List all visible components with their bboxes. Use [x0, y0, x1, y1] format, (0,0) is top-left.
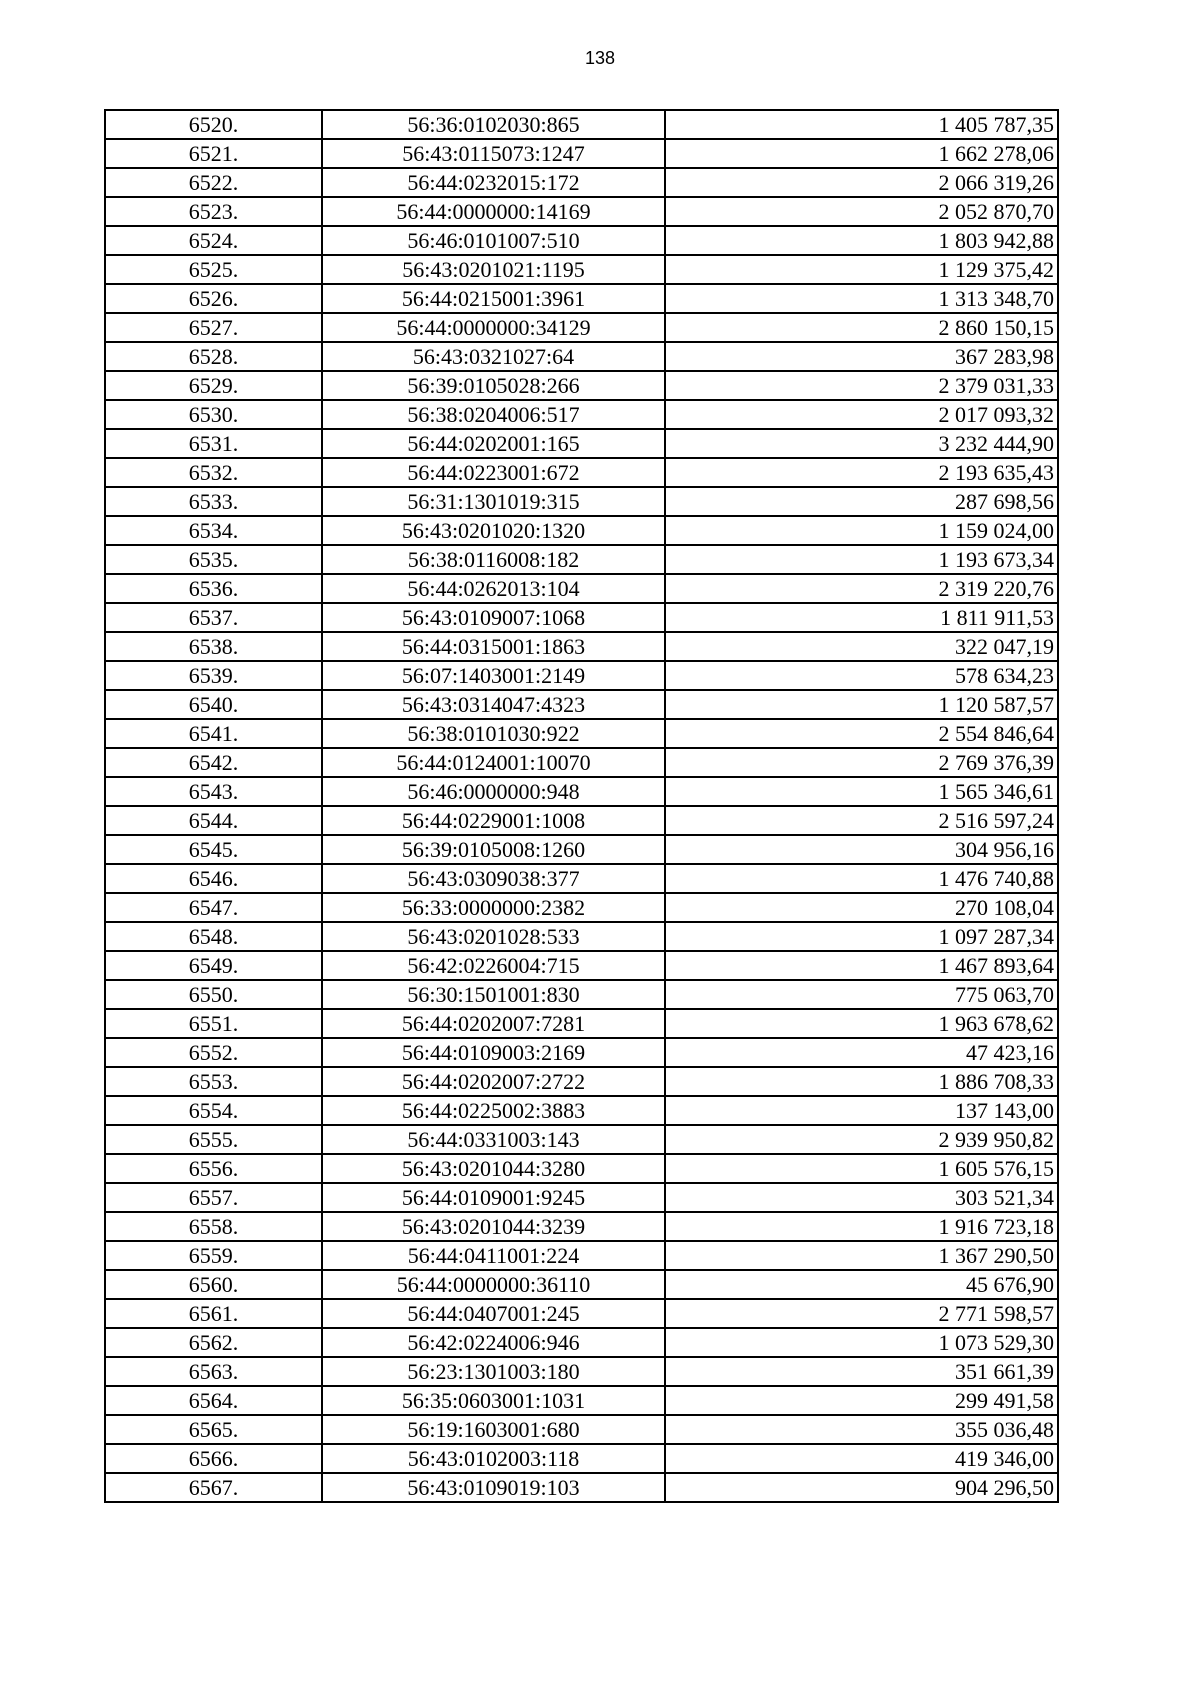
cadastral-number-cell: 56:43:0201044:3280 — [322, 1154, 665, 1183]
cadastral-number-cell: 56:42:0224006:946 — [322, 1328, 665, 1357]
table-row — [105, 1270, 1058, 1299]
cadastral-number-cell: 56:44:0215001:3961 — [322, 284, 665, 313]
row-number-cell: 6540. — [105, 690, 322, 719]
cadastral-value-cell: 270 108,04 — [665, 893, 1058, 922]
cadastral-number-cell: 56:39:0105008:1260 — [322, 835, 665, 864]
cadastral-value-cell: 1 565 346,61 — [665, 777, 1058, 806]
cadastral-number-cell: 56:44:0202007:2722 — [322, 1067, 665, 1096]
cadastral-number-cell: 56:44:0000000:34129 — [322, 313, 665, 342]
table-row — [105, 110, 1058, 139]
cadastral-value-cell: 419 346,00 — [665, 1444, 1058, 1473]
table-row — [105, 922, 1058, 951]
table-row — [105, 719, 1058, 748]
cadastral-number-cell: 56:43:0102003:118 — [322, 1444, 665, 1473]
row-number-cell: 6523. — [105, 197, 322, 226]
table-row — [105, 777, 1058, 806]
cadastral-number-cell: 56:07:1403001:2149 — [322, 661, 665, 690]
table-row — [105, 1415, 1058, 1444]
cadastral-number-cell: 56:43:0201028:533 — [322, 922, 665, 951]
cadastral-number-cell: 56:38:0116008:182 — [322, 545, 665, 574]
cadastral-number-cell: 56:46:0000000:948 — [322, 777, 665, 806]
table-row — [105, 1096, 1058, 1125]
cadastral-value-cell: 2 939 950,82 — [665, 1125, 1058, 1154]
row-number-cell: 6537. — [105, 603, 322, 632]
cadastral-number-cell: 56:36:0102030:865 — [322, 110, 665, 139]
cadastral-number-cell: 56:44:0223001:672 — [322, 458, 665, 487]
row-number-cell: 6549. — [105, 951, 322, 980]
row-number-cell: 6529. — [105, 371, 322, 400]
cadastral-value-cell: 299 491,58 — [665, 1386, 1058, 1415]
cadastral-number-cell: 56:33:0000000:2382 — [322, 893, 665, 922]
cadastral-value-cell: 1 605 576,15 — [665, 1154, 1058, 1183]
row-number-cell: 6531. — [105, 429, 322, 458]
cadastral-number-cell: 56:43:0321027:64 — [322, 342, 665, 371]
table-row — [105, 1038, 1058, 1067]
table-row — [105, 1067, 1058, 1096]
cadastral-value-cell: 2 066 319,26 — [665, 168, 1058, 197]
table-row — [105, 574, 1058, 603]
table-row — [105, 603, 1058, 632]
row-number-cell: 6563. — [105, 1357, 322, 1386]
row-number-cell: 6546. — [105, 864, 322, 893]
table-row — [105, 1241, 1058, 1270]
row-number-cell: 6552. — [105, 1038, 322, 1067]
cadastral-number-cell: 56:44:0202007:7281 — [322, 1009, 665, 1038]
row-number-cell: 6538. — [105, 632, 322, 661]
cadastral-value-cell: 1 367 290,50 — [665, 1241, 1058, 1270]
cadastral-number-cell: 56:44:0202001:165 — [322, 429, 665, 458]
page-number: 138 — [584, 48, 616, 68]
row-number-cell: 6558. — [105, 1212, 322, 1241]
cadastral-number-cell: 56:38:0101030:922 — [322, 719, 665, 748]
row-number-cell: 6559. — [105, 1241, 322, 1270]
table-row — [105, 951, 1058, 980]
cadastral-number-cell: 56:43:0109019:103 — [322, 1473, 665, 1502]
row-number-cell: 6565. — [105, 1415, 322, 1444]
cadastral-number-cell: 56:43:0201020:1320 — [322, 516, 665, 545]
row-number-cell: 6527. — [105, 313, 322, 342]
cadastral-value-cell: 1 313 348,70 — [665, 284, 1058, 313]
row-number-cell: 6564. — [105, 1386, 322, 1415]
cadastral-number-cell: 56:42:0226004:715 — [322, 951, 665, 980]
table-row — [105, 139, 1058, 168]
table-row — [105, 342, 1058, 371]
table-row — [105, 458, 1058, 487]
cadastral-value-cell: 137 143,00 — [665, 1096, 1058, 1125]
table-row — [105, 864, 1058, 893]
cadastral-number-cell: 56:44:0407001:245 — [322, 1299, 665, 1328]
row-number-cell: 6560. — [105, 1270, 322, 1299]
cadastral-value-cell: 367 283,98 — [665, 342, 1058, 371]
row-number-cell: 6556. — [105, 1154, 322, 1183]
cadastral-number-cell: 56:43:0201044:3239 — [322, 1212, 665, 1241]
cadastral-value-cell: 1 662 278,06 — [665, 139, 1058, 168]
cadastral-value-cell: 1 886 708,33 — [665, 1067, 1058, 1096]
cadastral-value-cell: 355 036,48 — [665, 1415, 1058, 1444]
cadastral-value-cell: 1 120 587,57 — [665, 690, 1058, 719]
row-number-cell: 6557. — [105, 1183, 322, 1212]
cadastral-number-cell: 56:39:0105028:266 — [322, 371, 665, 400]
cadastral-number-cell: 56:44:0225002:3883 — [322, 1096, 665, 1125]
table-row — [105, 545, 1058, 574]
table-row — [105, 661, 1058, 690]
cadastral-number-cell: 56:44:0229001:1008 — [322, 806, 665, 835]
row-number-cell: 6534. — [105, 516, 322, 545]
table-row — [105, 1357, 1058, 1386]
cadastral-value-cell: 1 467 893,64 — [665, 951, 1058, 980]
cadastral-value-cell: 2 193 635,43 — [665, 458, 1058, 487]
cadastral-value-cell: 2 860 150,15 — [665, 313, 1058, 342]
table-row — [105, 1473, 1058, 1502]
row-number-cell: 6561. — [105, 1299, 322, 1328]
cadastral-value-cell: 2 017 093,32 — [665, 400, 1058, 429]
cadastral-value-cell: 304 956,16 — [665, 835, 1058, 864]
row-number-cell: 6521. — [105, 139, 322, 168]
cadastral-value-cell: 303 521,34 — [665, 1183, 1058, 1212]
cadastral-number-cell: 56:31:1301019:315 — [322, 487, 665, 516]
cadastral-number-cell: 56:43:0109007:1068 — [322, 603, 665, 632]
cadastral-number-cell: 56:44:0315001:1863 — [322, 632, 665, 661]
cadastral-number-cell: 56:38:0204006:517 — [322, 400, 665, 429]
cadastral-value-cell: 1 963 678,62 — [665, 1009, 1058, 1038]
row-number-cell: 6566. — [105, 1444, 322, 1473]
row-number-cell: 6562. — [105, 1328, 322, 1357]
cadastral-number-cell: 56:44:0331003:143 — [322, 1125, 665, 1154]
table-row — [105, 255, 1058, 284]
table-row — [105, 429, 1058, 458]
cadastral-value-cell: 2 771 598,57 — [665, 1299, 1058, 1328]
cadastral-value-cell: 1 405 787,35 — [665, 110, 1058, 139]
cadastral-number-cell: 56:44:0109001:9245 — [322, 1183, 665, 1212]
row-number-cell: 6554. — [105, 1096, 322, 1125]
table-row — [105, 690, 1058, 719]
table-row — [105, 197, 1058, 226]
cadastral-value-cell: 287 698,56 — [665, 487, 1058, 516]
row-number-cell: 6524. — [105, 226, 322, 255]
row-number-cell: 6539. — [105, 661, 322, 690]
cadastral-number-cell: 56:44:0000000:14169 — [322, 197, 665, 226]
table-row — [105, 516, 1058, 545]
table-row — [105, 1212, 1058, 1241]
table-row — [105, 487, 1058, 516]
row-number-cell: 6533. — [105, 487, 322, 516]
row-number-cell: 6541. — [105, 719, 322, 748]
row-number-cell: 6525. — [105, 255, 322, 284]
table-row — [105, 1125, 1058, 1154]
cadastral-number-cell: 56:30:1501001:830 — [322, 980, 665, 1009]
cadastral-number-cell: 56:44:0232015:172 — [322, 168, 665, 197]
row-number-cell: 6528. — [105, 342, 322, 371]
cadastral-number-cell: 56:43:0309038:377 — [322, 864, 665, 893]
table-row — [105, 1154, 1058, 1183]
row-number-cell: 6545. — [105, 835, 322, 864]
row-number-cell: 6548. — [105, 922, 322, 951]
table-row — [105, 313, 1058, 342]
table-row — [105, 400, 1058, 429]
table-body — [105, 110, 1058, 1502]
cadastral-number-cell: 56:44:0000000:36110 — [322, 1270, 665, 1299]
cadastral-number-cell: 56:44:0109003:2169 — [322, 1038, 665, 1067]
cadastral-value-cell: 904 296,50 — [665, 1473, 1058, 1502]
cadastral-value-cell: 322 047,19 — [665, 632, 1058, 661]
table-row — [105, 980, 1058, 1009]
cadastral-number-cell: 56:23:1301003:180 — [322, 1357, 665, 1386]
cadastral-number-cell: 56:19:1603001:680 — [322, 1415, 665, 1444]
cadastral-value-cell: 1 811 911,53 — [665, 603, 1058, 632]
cadastral-number-cell: 56:43:0314047:4323 — [322, 690, 665, 719]
table-row — [105, 226, 1058, 255]
row-number-cell: 6520. — [105, 110, 322, 139]
cadastral-value-cell: 1 129 375,42 — [665, 255, 1058, 284]
cadastral-number-cell: 56:35:0603001:1031 — [322, 1386, 665, 1415]
table-row — [105, 748, 1058, 777]
row-number-cell: 6544. — [105, 806, 322, 835]
table-row — [105, 284, 1058, 313]
cadastral-number-cell: 56:43:0201021:1195 — [322, 255, 665, 284]
cadastral-value-cell: 1 803 942,88 — [665, 226, 1058, 255]
row-number-cell: 6551. — [105, 1009, 322, 1038]
cadastral-value-cell: 351 661,39 — [665, 1357, 1058, 1386]
table-row — [105, 1386, 1058, 1415]
row-number-cell: 6553. — [105, 1067, 322, 1096]
cadastral-value-cell: 2 769 376,39 — [665, 748, 1058, 777]
row-number-cell: 6567. — [105, 1473, 322, 1502]
table-row — [105, 632, 1058, 661]
cadastral-value-table — [104, 109, 1059, 1503]
cadastral-value-cell: 1 476 740,88 — [665, 864, 1058, 893]
row-number-cell: 6536. — [105, 574, 322, 603]
table-row — [105, 806, 1058, 835]
cadastral-value-cell: 2 379 031,33 — [665, 371, 1058, 400]
row-number-cell: 6547. — [105, 893, 322, 922]
row-number-cell: 6535. — [105, 545, 322, 574]
cadastral-number-cell: 56:44:0262013:104 — [322, 574, 665, 603]
cadastral-value-cell: 1 159 024,00 — [665, 516, 1058, 545]
cadastral-value-cell: 2 319 220,76 — [665, 574, 1058, 603]
cadastral-value-cell: 775 063,70 — [665, 980, 1058, 1009]
cadastral-value-cell: 578 634,23 — [665, 661, 1058, 690]
cadastral-value-cell: 47 423,16 — [665, 1038, 1058, 1067]
cadastral-value-cell: 1 097 287,34 — [665, 922, 1058, 951]
table-row — [105, 1299, 1058, 1328]
table-row — [105, 893, 1058, 922]
cadastral-number-cell: 56:44:0124001:10070 — [322, 748, 665, 777]
row-number-cell: 6530. — [105, 400, 322, 429]
row-number-cell: 6522. — [105, 168, 322, 197]
row-number-cell: 6543. — [105, 777, 322, 806]
cadastral-number-cell: 56:44:0411001:224 — [322, 1241, 665, 1270]
row-number-cell: 6542. — [105, 748, 322, 777]
table-row — [105, 1328, 1058, 1357]
cadastral-value-cell: 1 916 723,18 — [665, 1212, 1058, 1241]
table-row — [105, 835, 1058, 864]
cadastral-value-cell: 2 554 846,64 — [665, 719, 1058, 748]
cadastral-number-cell: 56:46:0101007:510 — [322, 226, 665, 255]
cadastral-value-cell: 2 052 870,70 — [665, 197, 1058, 226]
table-row — [105, 1444, 1058, 1473]
cadastral-value-cell: 3 232 444,90 — [665, 429, 1058, 458]
cadastral-number-cell: 56:43:0115073:1247 — [322, 139, 665, 168]
cadastral-value-cell: 1 193 673,34 — [665, 545, 1058, 574]
row-number-cell: 6555. — [105, 1125, 322, 1154]
table-row — [105, 1009, 1058, 1038]
cadastral-value-cell: 45 676,90 — [665, 1270, 1058, 1299]
table-row — [105, 371, 1058, 400]
cadastral-value-cell: 1 073 529,30 — [665, 1328, 1058, 1357]
row-number-cell: 6550. — [105, 980, 322, 1009]
row-number-cell: 6526. — [105, 284, 322, 313]
table-row — [105, 1183, 1058, 1212]
row-number-cell: 6532. — [105, 458, 322, 487]
cadastral-value-cell: 2 516 597,24 — [665, 806, 1058, 835]
table-row — [105, 168, 1058, 197]
